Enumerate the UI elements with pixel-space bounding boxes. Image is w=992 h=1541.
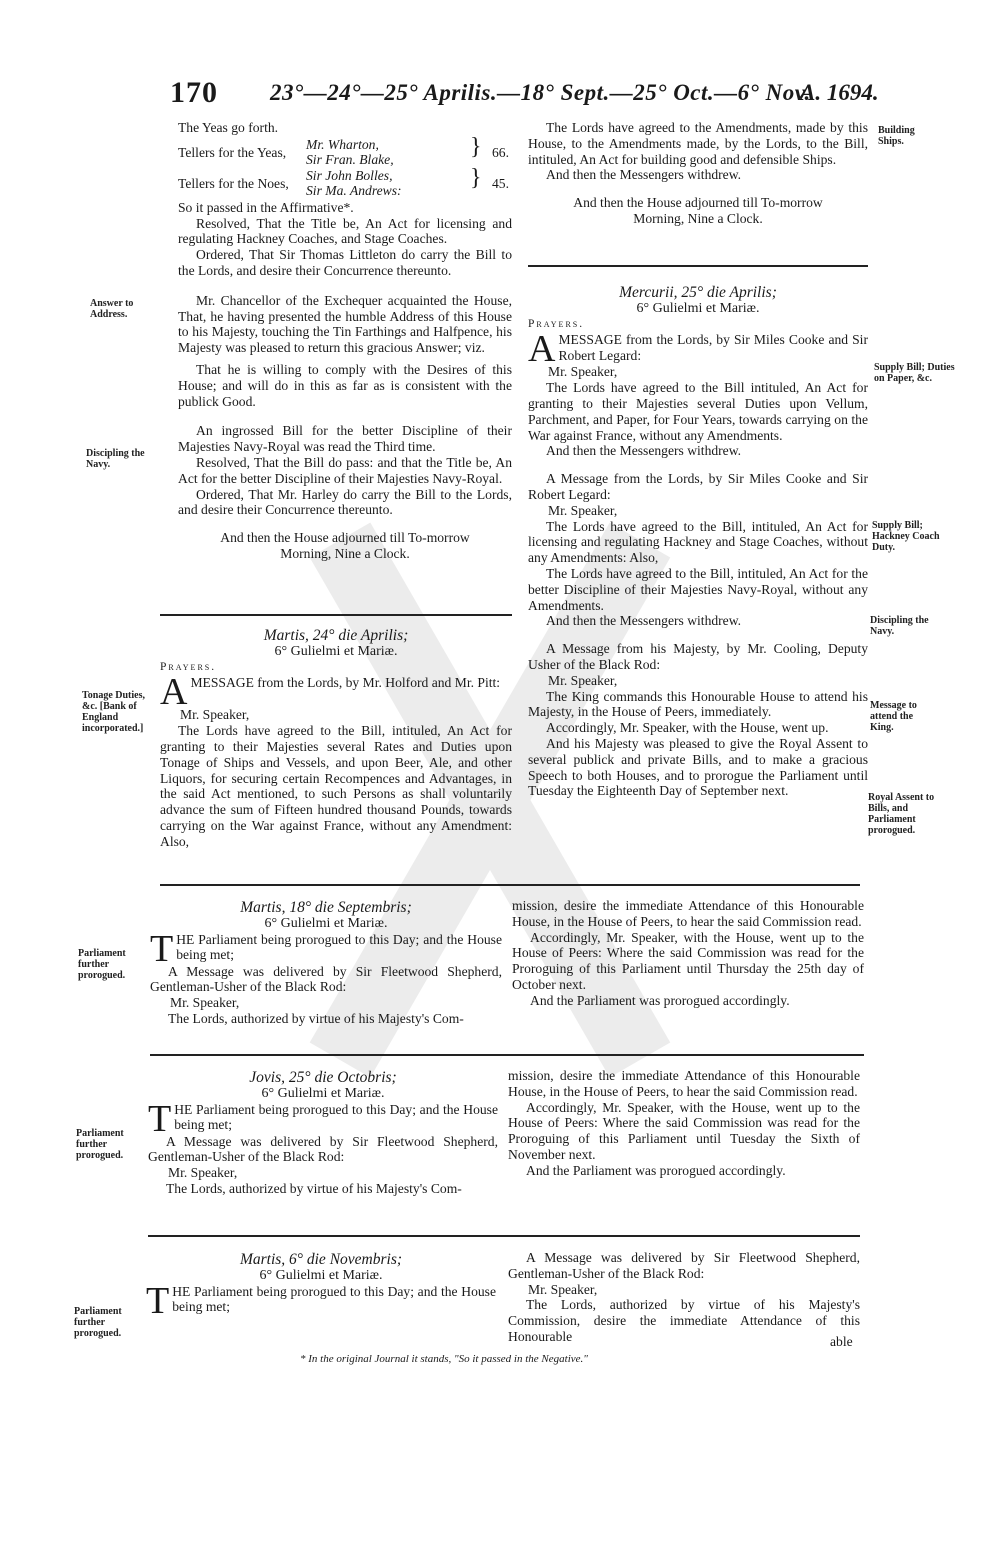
oct-sub: 6° Gulielmi et Mariæ.	[261, 1085, 385, 1101]
divider	[148, 1235, 860, 1237]
sept-left	[150, 900, 502, 1027]
right-column-top	[528, 120, 868, 227]
dropcap-t: T	[146, 1279, 170, 1322]
sept-para3: The Lords, authorized by virtue of his Majesty's Com-	[168, 1010, 464, 1026]
tellers-noes-1: Sir John Bolles,	[306, 167, 393, 183]
withdrew-2: And then the Messengers withdrew.	[546, 443, 742, 459]
catchword: able	[830, 1334, 853, 1349]
footnote: * In the original Journal it stands, "So it passed in the Negative."	[300, 1353, 588, 1365]
nov-right2: The Lords, authorized by virtue of his Majesty's Commission, desire the immediate Attendance of this Honourable	[508, 1297, 860, 1344]
running-title: 23°—24°—25° Aprilis.—18° Sept.—25° Oct.—6° Nov.	[270, 80, 811, 105]
divider	[160, 614, 512, 616]
hackney-text: The Lords have agreed to the Bill, intituled, An Act for licensing and regulating Hackney and Stage Coaches, without any Amendments: Also,	[528, 518, 868, 566]
divider	[528, 265, 868, 267]
sept-right1: mission, desire the immediate Attendance of this Honourable House, in the House of Peers, to hear the said Commission read.	[512, 898, 864, 929]
page-year: A. 1694.	[800, 80, 879, 105]
navy-bill: An ingrossed Bill for the better Discipline of their Majesties Navy-Royal was read the Third time.	[178, 423, 512, 455]
oct-para1: THE Parliament being prorogued to this Day; and the House being met;	[148, 1097, 498, 1140]
sept-para2: A Message was delivered by Sir Fleetwood Shepherd, Gentleman-Usher of the Black Rod:	[150, 963, 502, 995]
margin-note-royal-assent: Royal Assent to Bills, and Parliament prorogued.	[868, 792, 935, 836]
willing-answer: That he is willing to comply with the Desires of this House; and will do in this as far as is consistent with the publick Good.	[178, 361, 512, 409]
sept-right2: Accordingly, Mr. Speaker, with the House, went up to the House of Peers: Where the said Commission was read for the Proroguing of this Parliament until Thursday the 25th day of October next.	[512, 929, 864, 992]
yeas-go-forth: The Yeas go forth.	[178, 120, 279, 135]
margin-note-discipline-right: Discipling the Navy.	[870, 615, 929, 637]
margin-note-supply-hackney: Supply Bill; Hackney Coach Duty.	[872, 520, 940, 553]
sept-right	[512, 898, 864, 1009]
resolved-title: Resolved, That the Title be, An Act for licensing and regulating Hackney Coaches, and Stage Coaches.	[178, 215, 512, 247]
margin-note-sept: Parliament further prorogued.	[78, 948, 126, 981]
sept-speaker: Mr. Speaker,	[170, 995, 240, 1011]
brace-icon: }	[470, 133, 482, 160]
prayers-label: Prayers.	[160, 660, 217, 673]
margin-note-answer: Answer to Address.	[90, 298, 134, 320]
nov-left	[146, 1251, 496, 1322]
withdrew-3: And then the Messengers withdrew.	[546, 613, 742, 629]
adjourned-right: And then the House adjourned till To-morrow Morning, Nine a Clock.	[573, 195, 823, 226]
tellers-yeas-count: 66.	[492, 144, 509, 160]
martis-24-heading: Martis, 24° die Aprilis;	[263, 627, 409, 644]
tellers-noes-2: Sir Ma. Andrews:	[306, 182, 402, 198]
mercurii-section	[528, 285, 868, 799]
margin-note-discipline: Discipling the Navy.	[86, 448, 145, 470]
mr-speaker: Mr. Speaker,	[548, 364, 618, 380]
message-cooling: A Message from his Majesty, by Mr. Cooling, Deputy Usher of the Black Rod:	[528, 641, 868, 672]
tellers-block	[178, 133, 512, 198]
oct-para2: A Message was delivered by Sir Fleetwood Shepherd, Gentleman-Usher of the Black Rod:	[148, 1133, 498, 1165]
martis-24-sub: 6° Gulielmi et Mariæ.	[274, 643, 398, 659]
nov-right1: A Message was delivered by Sir Fleetwood Shepherd, Gentleman-Usher of the Black Rod:	[508, 1250, 860, 1281]
navy-ordered: Ordered, That Mr. Harley do carry the Bill to the Lords, and desire their Concurrence thereunto.	[178, 486, 512, 518]
message-cooke-2: A Message from the Lords, by Sir Miles Cooke and Sir Robert Legard:	[528, 471, 868, 502]
dropcap-a: A	[528, 328, 556, 371]
oct-right3: And the Parliament was prorogued accordingly.	[526, 1162, 786, 1178]
page-number: 170	[170, 76, 218, 109]
margin-note-nov: Parliament further prorogued.	[74, 1306, 122, 1339]
vellum-text: The Lords have agreed to the Bill intituled, An Act for granting to their Majesties several Duties upon Vellum, Parchment, and Paper, for Four Years, towards carrying on the War against France, without any Amendments.	[528, 380, 868, 443]
prayers-label: Prayers.	[528, 317, 585, 330]
tellers-noes-label: Tellers for the Noes,	[178, 175, 289, 191]
mr-speaker: Mr. Speaker,	[180, 707, 250, 723]
tonage-text: The Lords have agreed to the Bill, intituled, An Act for granting to their Majesties several Rates and Duties upon Tonage of Ships and Vessels, and upon Beer, Ale, and other Liquors, for securing certain Recompences and Advantages, in the said Act mentioned, to such Persons as shall voluntarily advance the sum of Fifteen hundred thousand Pounds, towards carrying on the War against France, without any Amendment: Also,	[160, 723, 512, 849]
margin-note-oct: Parliament further prorogued.	[76, 1128, 124, 1161]
sept-sub: 6° Gulielmi et Mariæ.	[264, 915, 388, 931]
building-ships: The Lords have agreed to the Amendments, made by this House, to the Amendments made, by the Lords, to the Bill, intituled, An Act for building good and defensible Ships.	[528, 120, 868, 167]
ordered-littleton: Ordered, That Sir Thomas Littleton do carry the Bill to the Lords, and desire their Concurrence thereunto.	[178, 247, 512, 278]
martis-24-section	[160, 628, 512, 850]
tellers-yeas-label: Tellers for the Yeas,	[178, 144, 287, 160]
adjourned-left: And then the House adjourned till To-morrow Morning, Nine a Clock.	[220, 530, 470, 561]
dropcap-t: T	[148, 1097, 172, 1140]
withdrew-1: And then the Messengers withdrew.	[546, 167, 742, 183]
king-commands: The King commands this Honourable House to attend his Majesty, in the House of Peers, immediately.	[528, 688, 868, 720]
dropcap-t: T	[150, 927, 174, 970]
margin-note-supply-paper: Supply Bill; Duties on Paper, &c.	[874, 362, 955, 384]
nov-speaker: Mr. Speaker,	[528, 1281, 598, 1297]
oct-right	[508, 1068, 860, 1179]
oct-right2: Accordingly, Mr. Speaker, with the House, went up to the House of Peers: Where the said Commission was read for the Proroguing of this Parliament until Tuesday the Sixth of November next.	[508, 1099, 860, 1162]
tellers-yeas-1: Mr. Wharton,	[306, 136, 379, 152]
nov-para1: THE Parliament being prorogued to this Day; and the House being met;	[146, 1279, 496, 1322]
nov-heading: Martis, 6° die Novembris;	[239, 1251, 403, 1268]
dropcap-a: A	[160, 671, 188, 714]
left-column-top	[178, 120, 512, 562]
mr-speaker-2: Mr. Speaker,	[548, 502, 618, 518]
oct-speaker: Mr. Speaker,	[168, 1165, 238, 1181]
sept-right3: And the Parliament was prorogued accordingly.	[530, 992, 790, 1008]
sept-para1: THE Parliament being prorogued to this Day; and the House being met;	[150, 927, 502, 970]
oct-heading: Jovis, 25° die Octobris;	[249, 1069, 397, 1086]
oct-right1: mission, desire the immediate Attendance of this Honourable House, in the House of Peers, to hear the said Commission read.	[508, 1068, 860, 1099]
message-cooke: AMESSAGE from the Lords, by Sir Miles Cooke and Sir Robert Legard:	[528, 328, 868, 371]
message-holford: AMESSAGE from the Lords, by Mr. Holford and Mr. Pitt:	[160, 671, 501, 714]
divider	[160, 884, 860, 886]
navy-resolved: Resolved, That the Bill do pass: and that the Title be, An Act for the better Discipline of their Majesties Navy-Royal.	[178, 454, 512, 486]
oct-left	[148, 1070, 498, 1197]
tellers-noes-count: 45.	[492, 175, 509, 191]
divider	[150, 1054, 864, 1056]
margin-note-message-king: Message to attend the King.	[870, 700, 917, 733]
brace-icon: }	[470, 164, 482, 191]
went-up: Accordingly, Mr. Speaker, with the House, went up.	[546, 720, 829, 736]
nov-right	[508, 1250, 860, 1345]
margin-note-building: Building Ships.	[878, 125, 915, 147]
tellers-yeas-2: Sir Fran. Blake,	[306, 151, 394, 167]
mercurii-heading: Mercurii, 25° die Aprilis;	[619, 284, 777, 301]
nov-sub: 6° Gulielmi et Mariæ.	[259, 1267, 383, 1283]
chancellor-answer: Mr. Chancellor of the Exchequer acquainted the House, That, he having presented the humble Address of this House to his Majesty, touching the Tin Farthings and Halfpence, his Majesty was pleased to return this gracious Answer; viz.	[178, 292, 512, 356]
margin-note-tonage: Tonage Duties, &c. [Bank of England incorporated.]	[82, 690, 145, 734]
mr-speaker-3: Mr. Speaker,	[548, 672, 618, 688]
mercurii-sub: 6° Gulielmi et Mariæ.	[636, 300, 760, 316]
passed-affirmative: So it passed in the Affirmative*.	[178, 199, 354, 215]
oct-para3: The Lords, authorized by virtue of his Majesty's Com-	[166, 1180, 462, 1196]
royal-assent-text: And his Majesty was pleased to give the Royal Assent to several publick and private Bills, and to make a gracious Speech to both Houses, and to prorogue the Parliament until Tuesday the Eighteenth Day of September next.	[528, 735, 868, 799]
sept-heading: Martis, 18° die Septembris;	[240, 899, 412, 916]
discipline-text: The Lords have agreed to the Bill, intituled, An Act for the better Discipline of their Majesties Navy-Royal, without any Amendments.	[528, 565, 868, 613]
